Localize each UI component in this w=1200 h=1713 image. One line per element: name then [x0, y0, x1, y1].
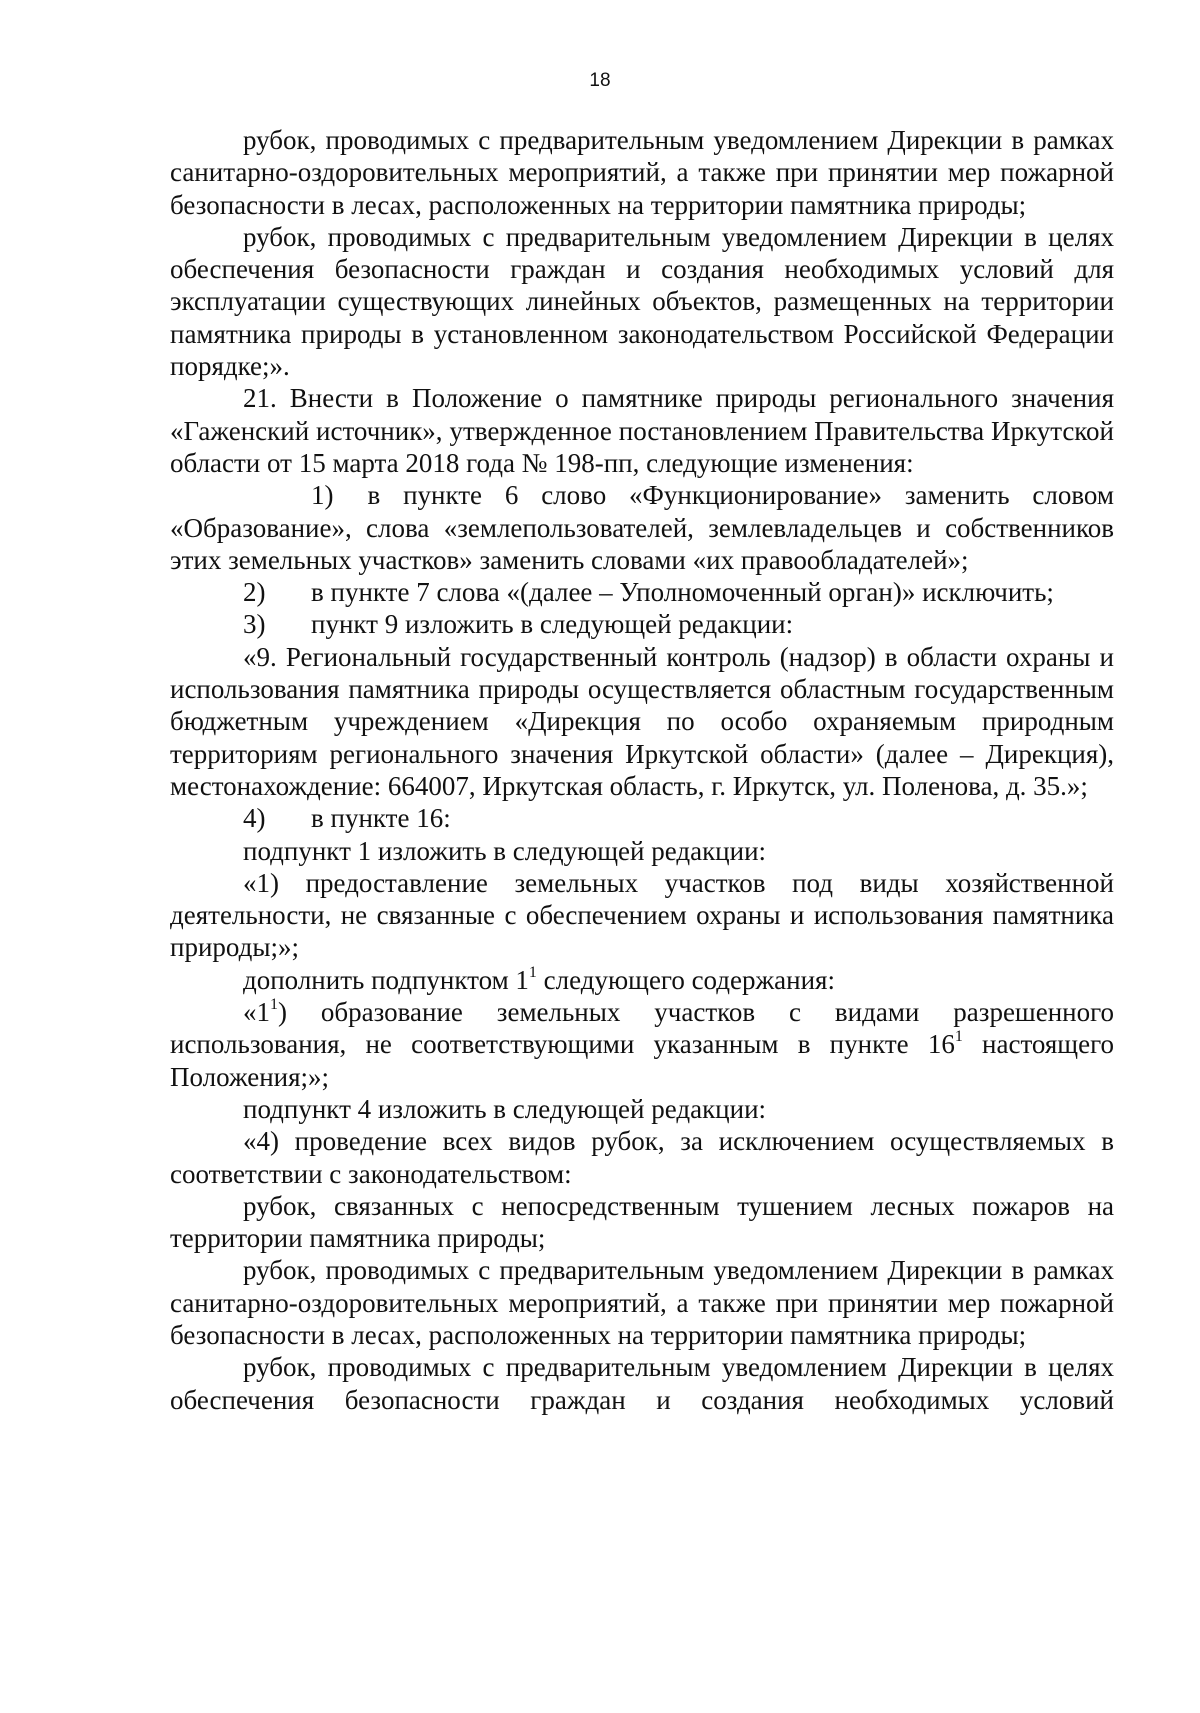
paragraph: рубок, связанных с непосредственным тушением лесных пожаров на территории памятника природы; — [170, 1190, 1114, 1254]
list-item-number: 1) — [311, 480, 334, 511]
list-item-number: 3) — [243, 609, 266, 640]
list-item-2 — [170, 576, 1114, 608]
list-item-text: в пункте 6 слово «Функционирование» заменить словом «Образование», слова «землепользователей, землевладельцев и собственников этих земельных участков» заменить словами «их правообладателей»; — [170, 480, 1114, 575]
list-item-number: 4) — [243, 803, 266, 834]
text-run: настоящего Положения;»; — [170, 1029, 1114, 1092]
list-item-text: пункт 9 изложить в следующей редакции: — [311, 609, 794, 640]
superscript: 1 — [528, 963, 537, 981]
paragraph — [170, 996, 1114, 1093]
paragraph: подпункт 1 изложить в следующей редакции: — [243, 835, 767, 866]
superscript: 1 — [954, 1028, 963, 1046]
paragraph: рубок, проводимых с предварительным уведомлением Дирекции в целях обеспечения безопасности граждан и создания необходимых условий для эксплуатации существующих линейных объектов, размещенных на территории памятника природы в установленном законодательством Российской Федерации порядке;». — [170, 221, 1114, 382]
paragraph: подпункт 4 изложить в следующей редакции: — [243, 1093, 767, 1124]
list-item-text: в пункте 7 слова «(далее – Уполномоченный орган)» исключить; — [311, 577, 1054, 608]
list-item-number: 2) — [243, 577, 266, 608]
paragraph: рубок, проводимых с предварительным уведомлением Дирекции в рамках санитарно-оздоровительных мероприятий, а также при принятии мер пожарной безопасности в лесах, расположенных на территории памятника природы; — [170, 1255, 1114, 1350]
paragraph: рубок, проводимых с предварительным уведомлением Дирекции в рамках санитарно-оздоровительных мероприятий, а также при принятии мер пожарной безопасности в лесах, расположенных на территории памятника природы; — [170, 125, 1114, 220]
text-run: дополнить подпунктом 1 — [243, 964, 529, 995]
text-run: ) образование земельных участков с видами разрешенного использования, не соответствующими указанным в пункте 16 — [170, 997, 1114, 1060]
paragraph — [170, 964, 1114, 996]
paragraph: рубок, проводимых с предварительным уведомлением Дирекции в целях обеспечения безопасности граждан и создания необходимых условий — [170, 1352, 1114, 1415]
text-run: следующего содержания: — [536, 964, 835, 995]
paragraph: «4) проведение всех видов рубок, за исключением осуществляемых в соответствии с законодательством: — [170, 1126, 1114, 1189]
page-number: 18 — [589, 70, 611, 91]
document-body — [170, 124, 1114, 1416]
list-item-text: в пункте 16: — [311, 803, 451, 834]
list-item-4 — [170, 802, 1114, 834]
superscript: 1 — [270, 996, 278, 1014]
paragraph: «9. Региональный государственный контроль (надзор) в области охраны и использования памятника природы осуществляется областным государственным бюджетным учреждением «Дирекция по особо охраняемым природным территориям регионального значения Иркутской области» (далее – Дирекция), местонахождение: 664007, Иркутская область, г. Иркутск, ул. Поленова, д. 35.»; — [170, 641, 1114, 801]
text-run: «1 — [243, 997, 270, 1028]
list-item-3 — [170, 608, 1114, 640]
paragraph: «1) предоставление земельных участков под виды хозяйственной деятельности, не связанные с обеспечением охраны и использования памятника природы;»; — [170, 867, 1114, 963]
list-item-1 — [170, 479, 1114, 576]
paragraph-item-21: 21. Внести в Положение о памятнике природы регионального значения «Гаженский источник», утвержденное постановлением Правительства Иркутской области от 15 марта 2018 года № 198-пп, следующие изменения: — [170, 383, 1114, 478]
